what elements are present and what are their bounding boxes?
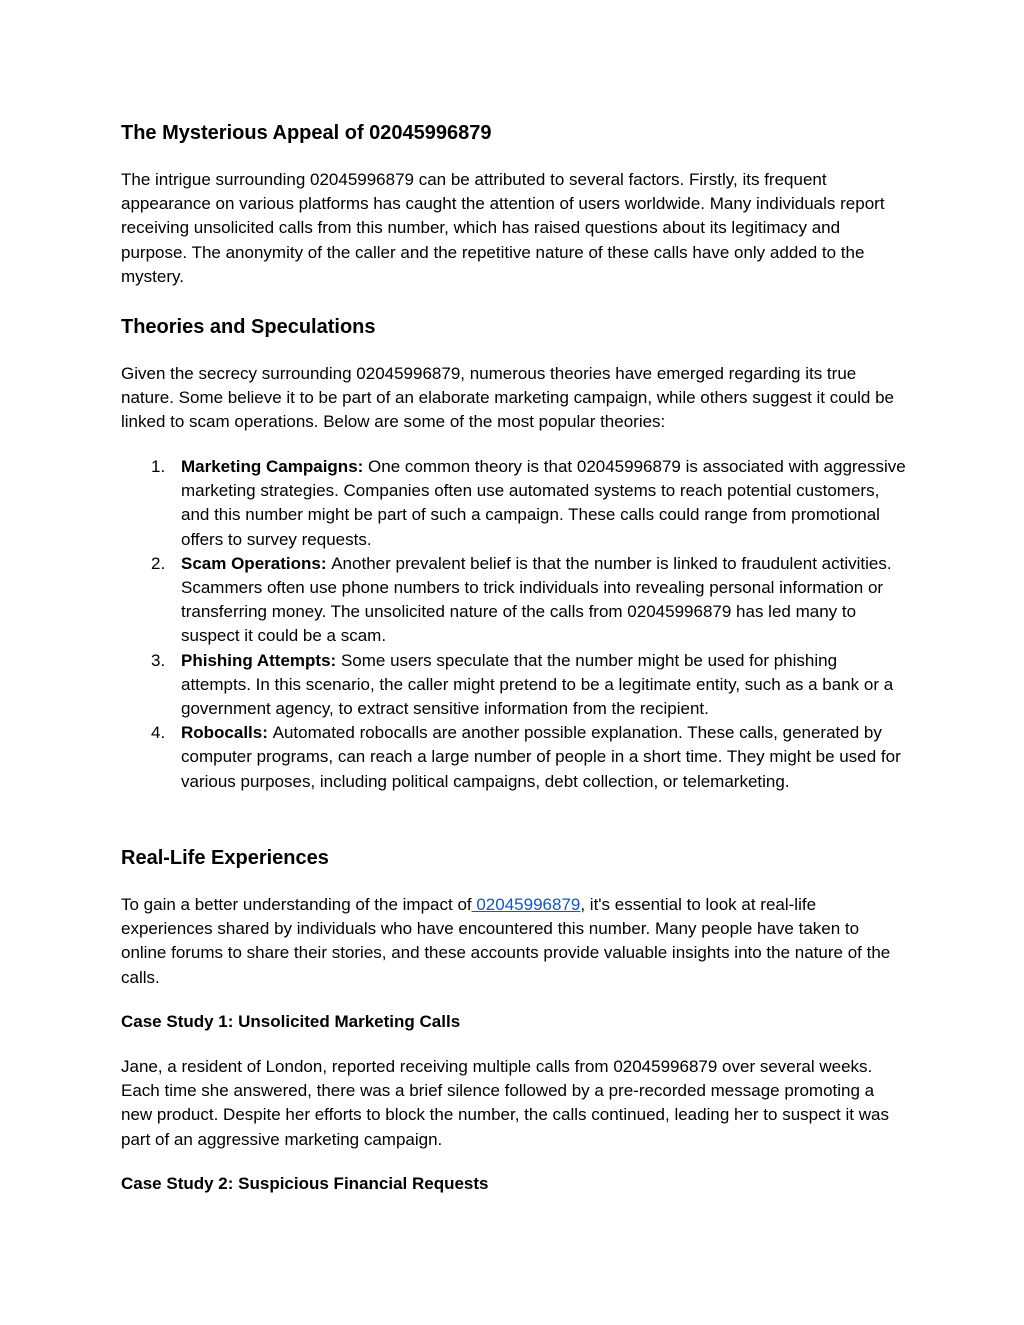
paragraph-experiences (121, 893, 907, 990)
list-term: Marketing Campaigns: (181, 457, 369, 476)
heading-theories: Theories and Speculations (121, 316, 376, 338)
list-term: Robocalls: (181, 723, 273, 743)
paragraph-text-before-link: To gain a better understanding of the impact of (121, 895, 472, 914)
paragraph-theories-intro: Given the secrecy surrounding 02045996879, numerous theories have emerged regarding its true nature. Some believe it to be part of an elaborate marketing campaign, while others suggest it could be linked to scam operations. Below are some of the most popular theories: (121, 364, 895, 432)
list-text: Some users speculate that the number might be used for phishing attempts. In this scenario, the caller might pretend to be a legitimate entity, such as a bank or a government agency, to extract sensitive information from the recipient. (181, 650, 894, 719)
list-number: 3. (151, 650, 166, 670)
paragraph-appeal: The intrigue surrounding 02045996879 can be attributed to several factors. Firstly, its frequent appearance on various platforms has caught the attention of users worldwide. Many individuals report receiving unsolicited calls from this number, which has raised questions about its legitimacy and purpose. The anonymity of the caller and the repetitive nature of these calls have only added to the mystery. (121, 170, 885, 286)
list-item (121, 649, 907, 722)
list-term: Phishing Attempts: (181, 650, 341, 670)
list-item (121, 455, 907, 552)
list-item (121, 552, 907, 649)
list-term: Scam Operations: (181, 553, 332, 573)
theories-list (121, 455, 907, 794)
paragraph-text-after-link: , it's essential to look at real-life experiences shared by individuals who have encountered this number. Many people have taken to online forums to share their stories, and these accounts provide valuable insights into the nature of the calls. (121, 895, 891, 987)
list-text: Another prevalent belief is that the number is linked to fraudulent activities. Scammers often use phone numbers to trick individuals into revealing personal information or transferring money. The unsolicited nature of the calls from 02045996879 has led many to suspect it could be a scam. (181, 553, 892, 646)
heading-case-study-2: Case Study 2: Suspicious Financial Requests (121, 1174, 489, 1193)
heading-real-life-experiences: Real-Life Experiences (121, 847, 329, 869)
list-text: Automated robocalls are another possible explanation. These calls, generated by computer programs, can reach a large number of people in a short time. They might be used for various purposes, including political campaigns, debt collection, or telemarketing. (181, 723, 901, 791)
list-number: 2. (151, 553, 166, 573)
heading-case-study-1: Case Study 1: Unsolicited Marketing Calls (121, 1012, 461, 1031)
phone-number-link[interactable]: 02045996879 (471, 895, 581, 914)
heading-mysterious-appeal: The Mysterious Appeal of 02045996879 (121, 122, 492, 144)
list-number: 1. (151, 457, 166, 476)
list-number: 4. (151, 723, 166, 743)
list-item (121, 721, 907, 794)
paragraph-case-study-1: Jane, a resident of London, reported receiving multiple calls from 02045996879 over several weeks. Each time she answered, there was a brief silence followed by a pre-recorded message promoting a new product. Despite her efforts to block the number, the calls continued, leading her to suspect it was part of an aggressive marketing campaign. (121, 1057, 889, 1149)
list-text: One common theory is that 02045996879 is associated with aggressive marketing strategies. Companies often use automated systems to reach potential customers, and this number might be part of such a campaign. These calls could range from promotional offers to survey requests. (181, 457, 906, 549)
